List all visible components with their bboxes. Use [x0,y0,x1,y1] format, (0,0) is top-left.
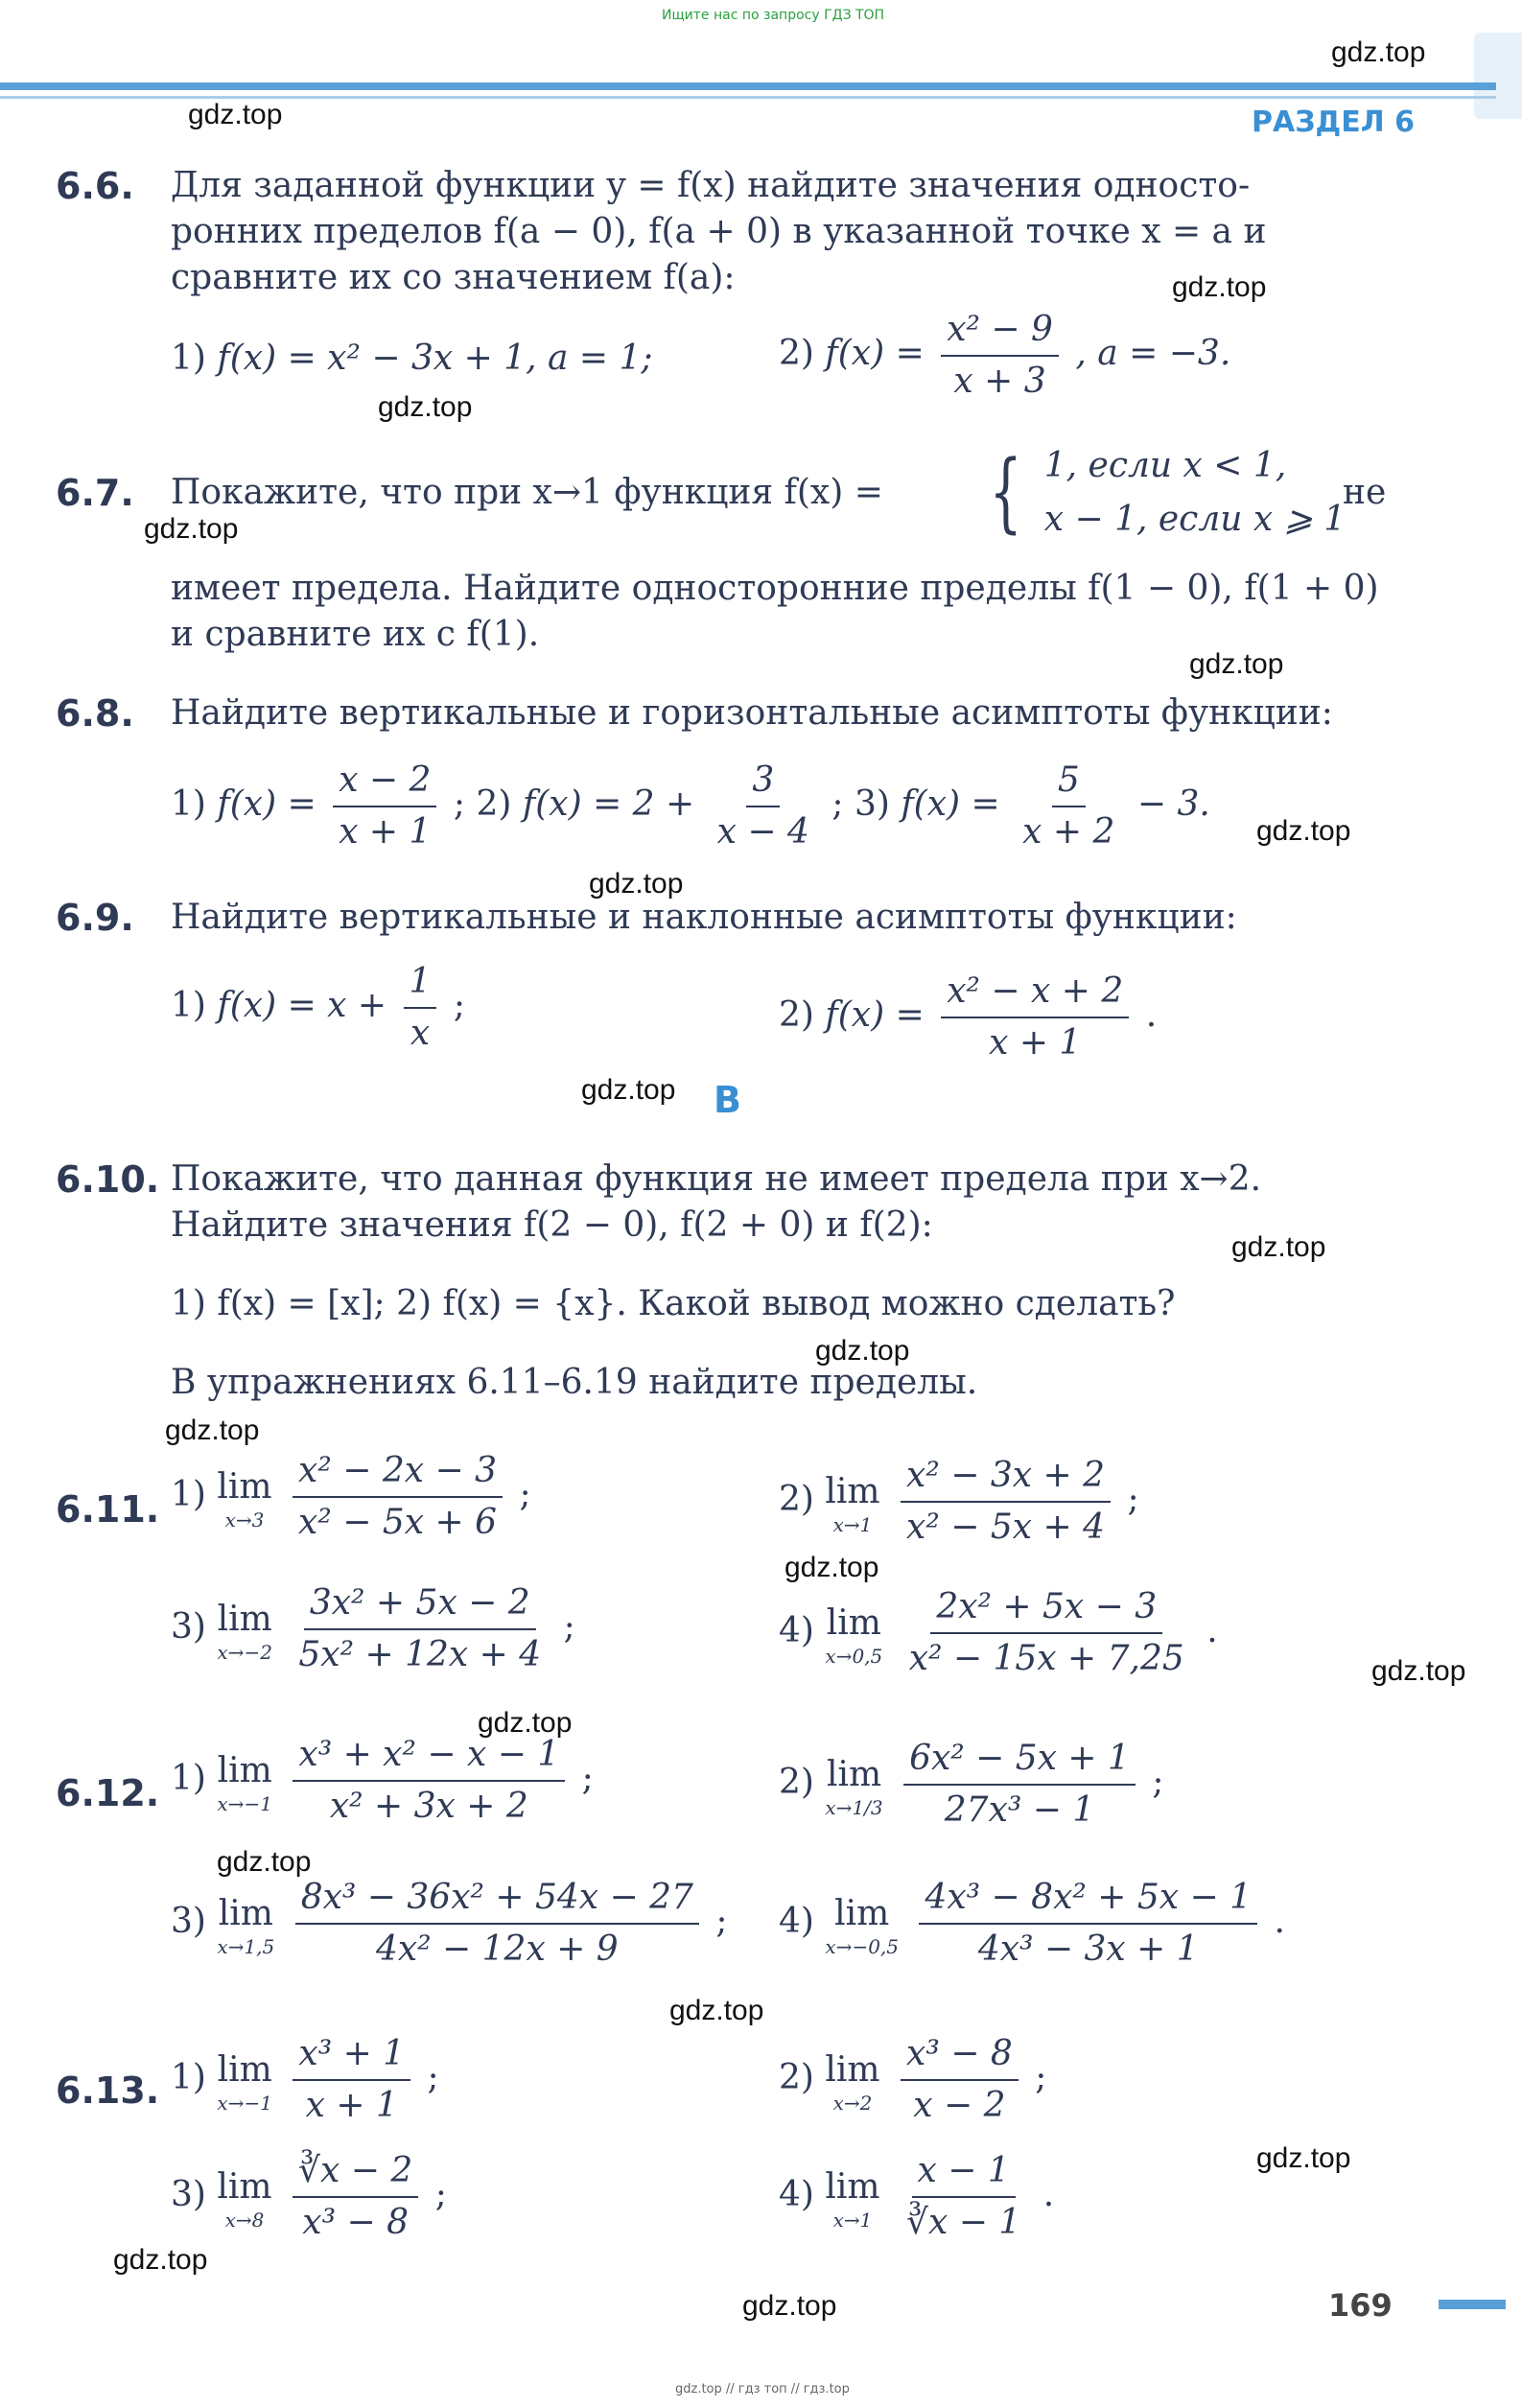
separator: ; [519,1475,531,1514]
exercise-items [171,758,1210,855]
limit-operator: lim x→−2 [217,1600,272,1664]
case: x − 1, если x ⩾ 1 [1043,500,1346,539]
problem-text: ронних пределов f(a − 0), f(a + 0) в указанной точке x = a и [171,212,1267,251]
fraction: $\frac{\text{x² − 3x + 2}}{\text{x² − 5x + 4}}$ [901,1453,1111,1551]
watermark: gdz.top [1172,271,1267,303]
separator: ; [453,986,466,1025]
separator: ; [1035,2058,1047,2097]
limit-item [171,1732,594,1830]
item-label: 1) [171,986,206,1025]
watermark: gdz.top [784,1552,879,1583]
watermark: gdz.top [589,868,684,900]
case: 1, если x < 1, [1043,446,1287,485]
problem-text: и сравните их с f(1). [171,615,540,654]
fraction: $\frac{\text{3x² + 5x − 2}}{\text{5x² + 12x + 4}}$ [293,1580,547,1678]
watermark: gdz.top [188,99,283,130]
problem-number: 6.6. [56,165,134,207]
limit-item [171,1580,575,1678]
level-heading: B [714,1079,741,1121]
item-label: 1) [171,1759,206,1798]
formula: f(x) = [217,784,316,824]
limit-operator: lim x→0,5 [825,1603,883,1668]
problem-number: 6.12. [56,1772,160,1814]
fraction: $\frac{\text{x³ + x² − x − 1}}{\text{x² + 3x + 2}}$ [293,1732,565,1830]
limit-operator: lim x→−1 [217,1751,272,1815]
limit-operator: lim x→2 [825,2050,880,2115]
limit-operator: lim x→3 [217,1467,272,1531]
exercise-item [779,969,1157,1066]
limit-operator: lim x→1 [825,2167,880,2232]
separator: . [1042,2175,1055,2214]
problem-number: 6.11. [56,1488,160,1531]
problem-number: 6.8. [56,692,134,735]
bottom-note: gdz.top // гдз топ // гдз.top [675,2382,850,2396]
separator: ; [453,784,466,824]
fraction: $\frac{\text{8x³ − 36x² + 54x − 27}}{\text{4x² − 12x + 9}}$ [295,1875,699,1973]
fraction: $\frac{1}{x}$ [404,959,437,1057]
fraction: $\frac{\text{x² − 2x − 3}}{\text{x² − 5x + 6}}$ [293,1448,503,1546]
limit-operator: lim x→1,5 [217,1894,275,1958]
fraction: $\frac{5}{x + 2}$ [1017,758,1120,855]
section-label: РАЗДЕЛ 6 [1252,105,1415,139]
limit-item [779,1584,1218,1682]
watermark: gdz.top [742,2290,837,2322]
formula: f(x) = x² − 3x + 1, a = 1; [217,339,653,378]
limit-operator: lim x→1 [825,1472,880,1536]
problem-number: 6.9. [56,897,134,939]
limit-item [171,1448,531,1546]
item-label: 1) [171,1475,206,1514]
problem-text: имеет предела. Найдите односторонние пределы f(1 − 0), f(1 + 0) [171,569,1379,608]
item-label: 1) [171,784,206,824]
limit-item [171,2148,447,2246]
problem-number: 6.10. [56,1158,160,1201]
watermark: gdz.top [581,1074,676,1106]
formula: f(x) = [825,995,925,1035]
formula: f(x) = [901,784,1000,824]
fraction: $\frac{\text{x² − 9}}{x + 3}$ [941,307,1059,405]
separator: ; [1127,1480,1139,1519]
limit-item [171,1875,728,1973]
watermark: gdz.top [217,1846,312,1878]
item-label: 2) [779,2058,814,2097]
limit-item [779,2031,1046,2129]
problem-text: Найдите значения f(2 − 0), f(2 + 0) и f(2): [171,1205,933,1245]
fraction: $\frac{\text{x³ + 1}}{x + 1}$ [293,2031,410,2129]
problem-text: Найдите вертикальные и горизонтальные асимптоты функции: [171,693,1333,733]
limit-operator: lim x→−0,5 [825,1894,900,1958]
watermark: gdz.top [378,391,473,423]
watermark: gdz.top [1331,36,1426,68]
limit-item [171,2031,439,2129]
fraction: $\frac{x - 1}{∛x - 1}$ [901,2148,1026,2246]
separator: ; [427,2058,439,2097]
item-label: 4) [779,2175,814,2214]
item-label: 3) [171,1607,206,1647]
limit-operator: lim x→8 [217,2167,272,2232]
item-label: 2) [779,995,814,1035]
header-rule [0,82,1496,90]
watermark: gdz.top [815,1335,910,1367]
problem-text: Покажите, что данная функция не имеет предела при x→2. [171,1159,1262,1199]
item-label: 4) [779,1611,814,1650]
limit-item [779,1875,1285,1973]
problem-text: Покажите, что при x→1 функция f(x) = [171,473,883,512]
exercise-intro: В упражнениях 6.11–6.19 найдите пределы. [171,1363,978,1402]
separator: . [1206,1611,1218,1650]
problem-number: 6.13. [56,2069,160,2112]
watermark: gdz.top [1256,2142,1351,2174]
fraction: $\frac{\text{x³ − 8}}{x - 2}$ [901,2031,1019,2129]
watermark: gdz.top [113,2244,208,2276]
fraction: $\frac{\text{4x³ − 8x² + 5x − 1}}{\text{4x³ − 3x + 1}}$ [919,1875,1257,1973]
fraction: $\frac{\text{6x² − 5x + 1}}{\text{27x³ − 1}}$ [903,1736,1136,1834]
footer-rule [1439,2300,1506,2309]
separator: ; [563,1607,575,1647]
problem-text: Для заданной функции y = f(x) найдите значения односто- [171,166,1251,205]
page-corner-decoration [1474,33,1522,119]
brace: { [989,442,1022,543]
limit-operator: lim x→−1 [217,2050,272,2115]
exercise-item [171,336,653,382]
watermark: gdz.top [1371,1655,1466,1687]
watermark: gdz.top [1231,1231,1326,1263]
separator: ; [581,1759,594,1798]
watermark: gdz.top [165,1414,260,1446]
item-label: 1) [171,339,206,378]
separator: . [1145,995,1158,1035]
item-label: 2) [779,334,814,373]
separator: ; [434,2175,447,2214]
item-label: 3) [171,1902,206,1941]
fraction: $\frac{x - 2}{x + 1}$ [333,758,436,855]
top-note: Ищите нас по запросу ГДЗ ТОП [662,8,885,23]
fraction: $\frac{3}{x - 4}$ [712,758,815,855]
item-label: 3) [854,784,890,824]
page-number: 169 [1328,2287,1393,2324]
separator: ; [715,1902,728,1941]
limit-item [779,1453,1139,1551]
watermark: gdz.top [144,513,239,545]
watermark: gdz.top [478,1707,573,1739]
item-label: 2) [779,1480,814,1519]
exercise-item [171,959,465,1057]
limit-item [779,2148,1054,2246]
problem-number: 6.7. [56,472,134,514]
limit-operator: lim x→1/3 [825,1755,883,1819]
formula: , a = −3. [1075,334,1231,373]
item-label: 1) [171,2058,206,2097]
watermark: gdz.top [1189,648,1284,680]
item-label: 3) [171,2175,206,2214]
formula: f(x) = 2 + [522,784,695,824]
problem-text: не [1343,473,1387,512]
fraction: $\frac{∛x - 2}{\text{x³ − 8}}$ [293,2148,418,2246]
formula: f(x) = [825,334,925,373]
separator: ; [831,784,844,824]
watermark: gdz.top [669,1995,764,2026]
fraction: $\frac{\text{2x² + 5x − 3}}{\text{x² − 15x + 7,25}}$ [903,1584,1190,1682]
item-label: 2) [476,784,512,824]
problem-text: 1) f(x) = [x]; 2) f(x) = {x}. Какой вывод можно сделать? [171,1284,1176,1323]
limit-item [779,1736,1164,1834]
item-label: 4) [779,1902,814,1941]
piecewise-cases [978,439,1346,547]
formula: − 3. [1136,784,1210,824]
problem-text: сравните их со значением f(a): [171,258,736,297]
watermark: gdz.top [1256,815,1351,847]
item-label: 2) [779,1763,814,1802]
problem-text: Найдите вертикальные и наклонные асимптоты функции: [171,898,1237,937]
separator: . [1274,1902,1285,1941]
exercise-item [779,307,1230,405]
separator: ; [1152,1763,1164,1802]
formula: f(x) = x + [217,986,387,1025]
fraction: $\frac{\text{x² − x + 2}}{x + 1}$ [941,969,1129,1066]
